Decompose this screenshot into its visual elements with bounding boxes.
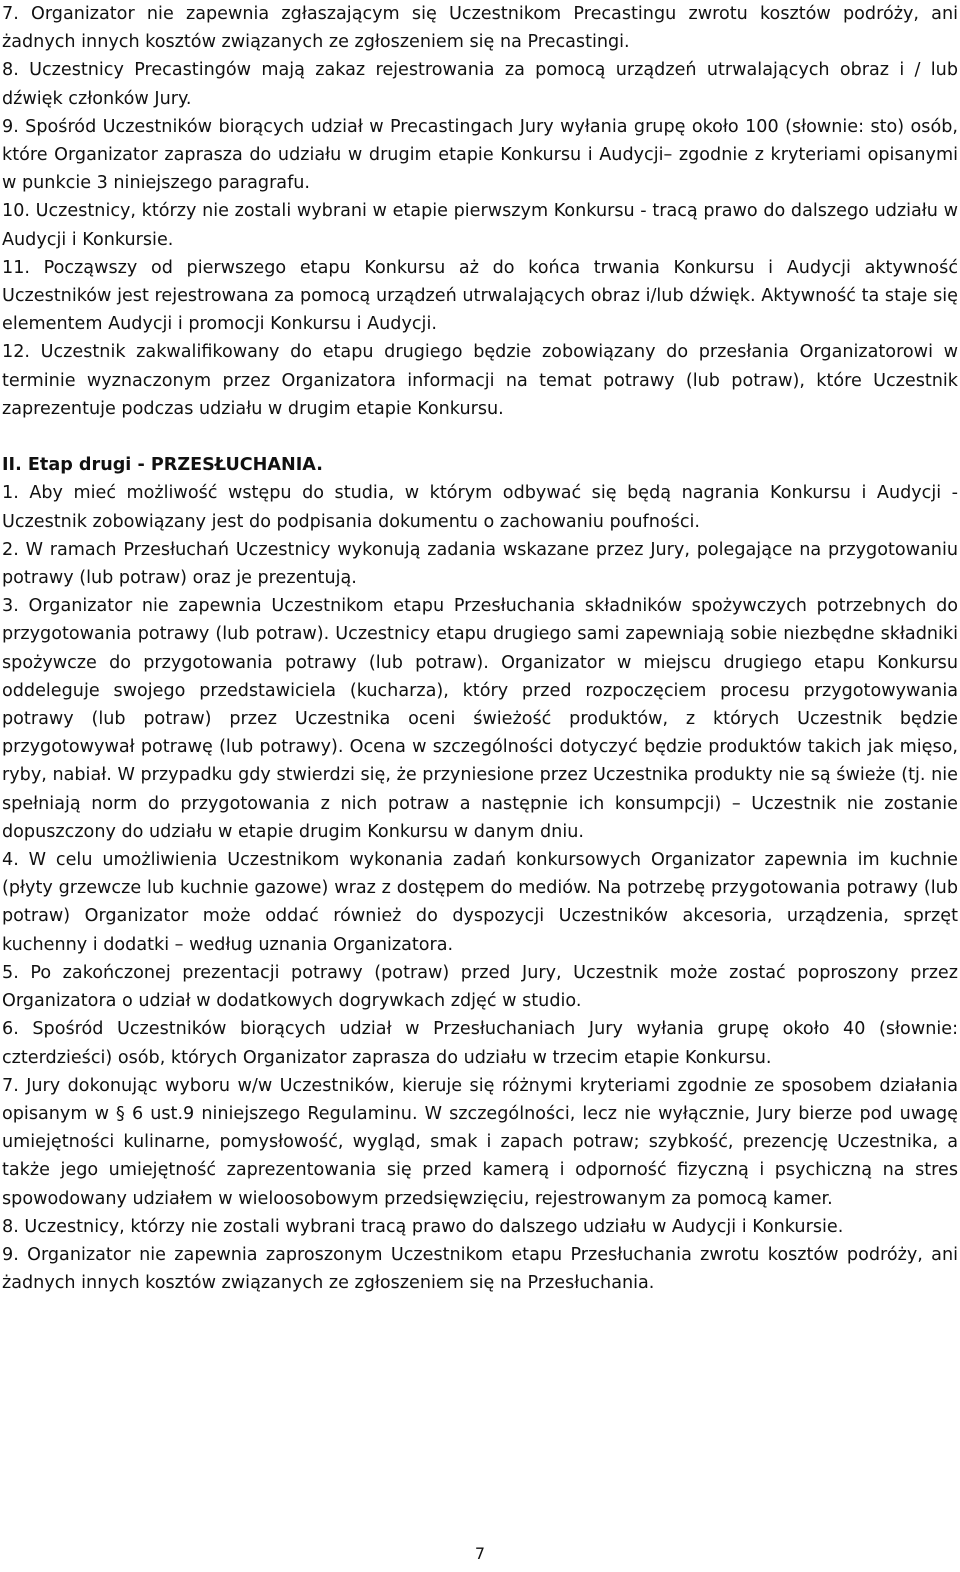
paragraph-12: 12. Uczestnik zakwalifikowany do etapu drugiego będzie zobowiązany do przesłania Organizatorowi w terminie wyznaczonym przez Organizatora informacji na temat potrawy (lub potraw), które Uczestnik zaprezentuje podczas udziału w drugim etapie Konkursu. — [2, 342, 958, 419]
section2-item-2: 2. W ramach Przesłuchań Uczestnicy wykonują zadania wskazane przez Jury, polegające na przygotowaniu potrawy (lub potraw) oraz je prezentują. — [2, 539, 958, 589]
paragraph-9: 9. Spośród Uczestników biorących udział w Precastingach Jury wyłania grupę około 100 (słownie: sto) osób, które Organizator zaprasza do udziału w drugim etapie Konkursu i Audycji– zgodnie z kryteriami opisanymi w punkcie 3 niniejszego paragrafu. — [2, 116, 958, 194]
page-number: 7 — [474, 1544, 486, 1563]
blank-line — [2, 423, 958, 451]
section2-item-7: 7. Jury dokonując wyboru w/w Uczestników, kieruje się różnymi kryteriami zgodnie ze sposobem działania opisanym w § 6 ust.9 niniejszego Regulaminu. W szczególności, lecz nie wyłącznie, Jury bierze pod uwagę umiejętności kulinarne, pomysłowość, wygląd, smak i zapach potraw; szybkość, prezencję Uczestnika, a także jego umiejętność zaprezentowania się przed kamerą i odporność fizyczną i psychiczną na stres spowodowany udziałem w wieloosobowym przedsięwzięciu, rejestrowanym za pomocą kamer. — [2, 1075, 958, 1209]
section2-item-3: 3. Organizator nie zapewnia Uczestnikom etapu Przesłuchania składników spożywczych potrzebnych do przygotowania potrawy (lub potraw). Uczestnicy etapu drugiego sami zapewniają sobie niezbędne składniki spożywcze do przygotowania potrawy (lub potraw). Organizator w miejscu drugiego etapu Konkursu oddeleguje swojego przedstawiciela (kucharza), który przed rozpoczęciem procesu przygotowywania potrawy (lub potraw) przez Uczestnika oceni świeżość produktów, z których Uczestnik będzie przygotowywał potrawę (lub potrawy). Ocena w szczególności dotyczyć będzie produktów takich jak mięso, ryby, nabiał. W przypadku gdy stwierdzi się, że przyniesione przez Uczestnika produkty nie są świeże (tj. nie spełniają norm do przygotowania z nich potraw a następnie ich konsumpcji) – Uczestnik nie zostanie dopuszczony do udziału w etapie drugim Konkursu w danym dniu. — [2, 596, 958, 842]
section2-item-6: 6. Spośród Uczestników biorących udział w Przesłuchaniach Jury wyłania grupę około 40 (słownie: czterdzieści) osób, których Organizator zaprasza do udziału w trzecim etapie Konkursu. — [2, 1019, 958, 1068]
section2-item-4: 4. W celu umożliwienia Uczestnikom wykonania zadań konkursowych Organizator zapewnia im kuchnie (płyty grzewcze lub kuchnie gazowe) wraz z dostępem do mediów. Na potrzebę przygotowania potrawy (lub potraw) Organizator może oddać również do dyspozycji Uczestników akcesoria, urządzenia, sprzęt kuchenny i dodatki – według uznania Organizatora. — [2, 850, 958, 955]
paragraph-8: 8. Uczestnicy Precastingów mają zakaz rejestrowania za pomocą urządzeń utrwalających obraz i / lub dźwięk członków Jury. — [2, 60, 958, 109]
section2-item-8: 8. Uczestnicy, którzy nie zostali wybrani tracą prawo do dalszego udziału w Audycji i Konkursie. — [2, 1216, 844, 1237]
section2-item-1: 1. Aby mieć możliwość wstępu do studia, w którym odbywać się będą nagrania Konkursu i Audycji - Uczestnik zobowiązany jest do podpisania dokumentu o zachowaniu poufności. — [2, 483, 958, 532]
section2-item-5: 5. Po zakończonej prezentacji potrawy (potraw) przed Jury, Uczestnik może zostać poproszony przez Organizatora o udział w dodatkowych dogrywkach zdjęć w studio. — [2, 962, 958, 1012]
paragraph-7: 7. Organizator nie zapewnia zgłaszającym się Uczestnikom Precastingu zwrotu kosztów podróży, ani żadnych innych kosztów związanych ze zgłoszeniem się na Precastingi. — [2, 4, 958, 53]
paragraph-10: 10. Uczestnicy, którzy nie zostali wybrani w etapie pierwszym Konkursu - tracą prawo do dalszego udziału w Audycji i Konkursie. — [2, 201, 958, 250]
section2-item-9: 9. Organizator nie zapewnia zaproszonym Uczestnikom etapu Przesłuchania zwrotu kosztów podróży, ani żadnych innych kosztów związanych ze zgłoszeniem się na Przesłuchania. — [2, 1244, 958, 1294]
section-heading: II. Etap drugi - PRZESŁUCHANIA. — [2, 455, 323, 476]
paragraph-11: 11. Począwszy od pierwszego etapu Konkursu aż do końca trwania Konkursu i Audycji aktywność Uczestników jest rejestrowana za pomocą urządzeń utrwalających obraz i/lub dźwięk. Aktywność ta staje się elementem Audycji i promocji Konkursu i Audycji. — [2, 257, 958, 335]
